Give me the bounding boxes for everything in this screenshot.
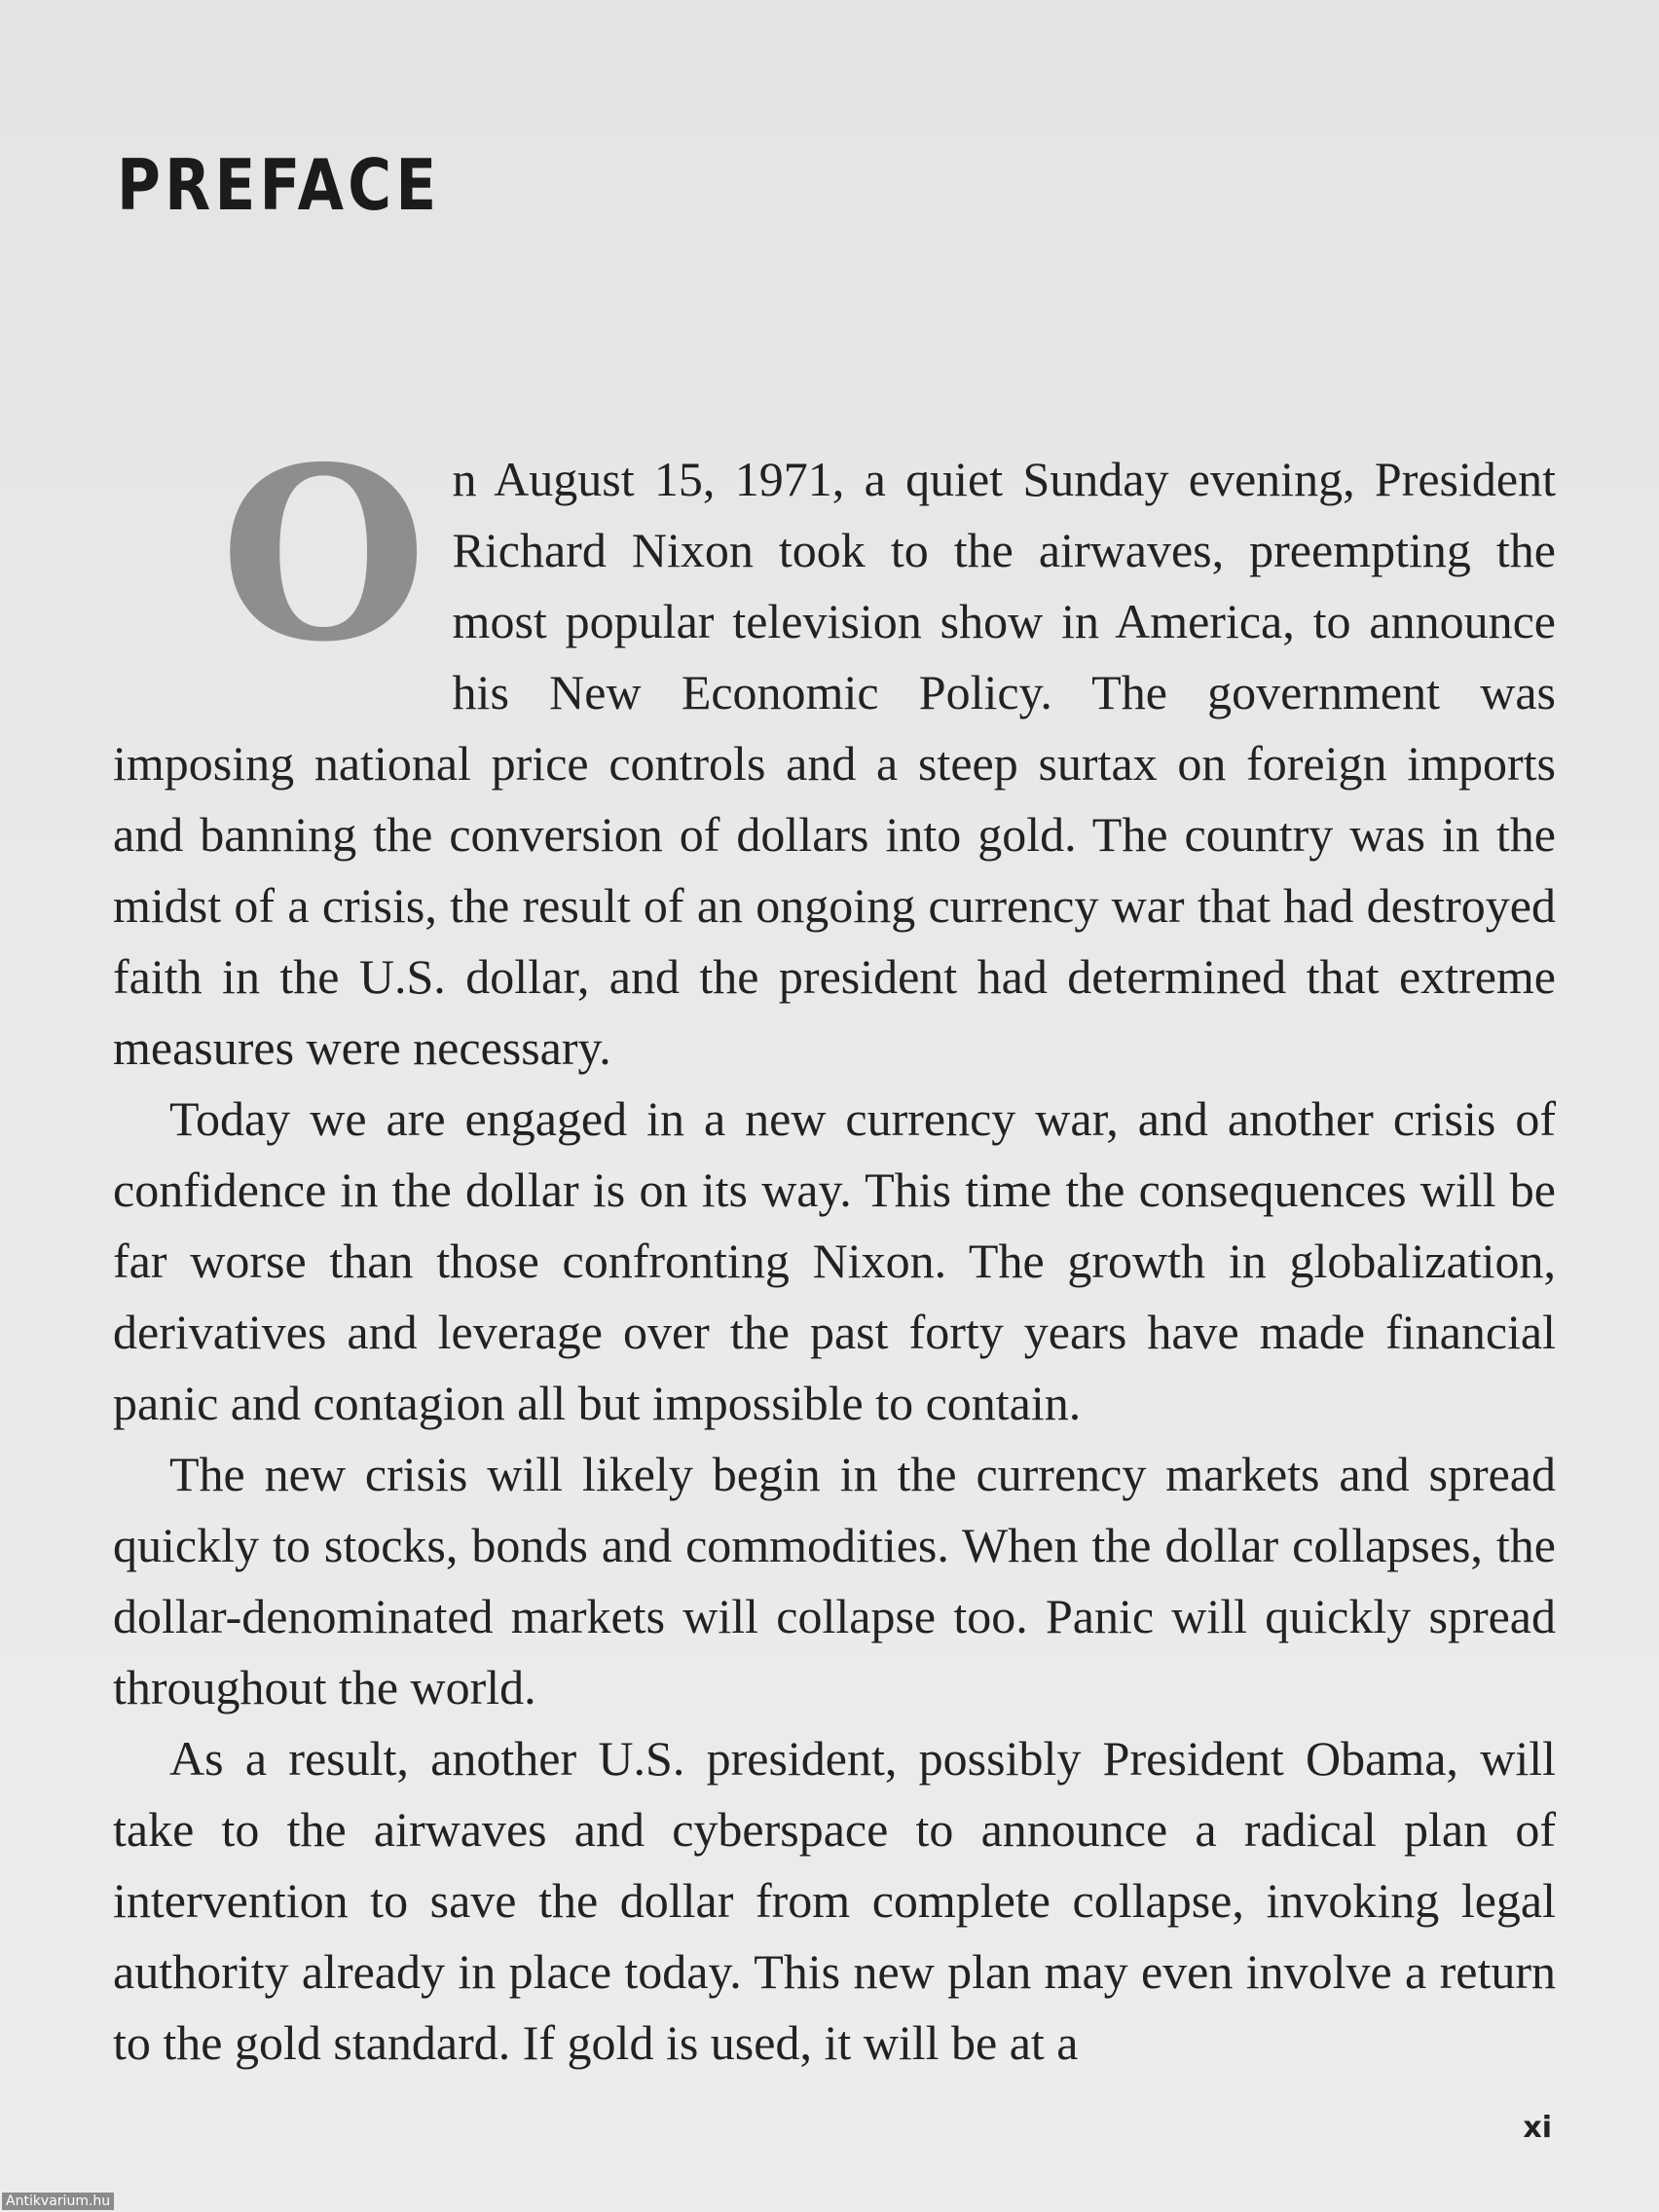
paragraph — [113, 415, 1556, 1084]
paragraph: The new crisis will likely begin in the currency markets and spread quickly to stocks, bonds and commodities. When the dollar collapses, the dollar-denominated markets will collapse too. Panic will quickly spread throughout the world. — [113, 1447, 1556, 1714]
page-number: xi — [1523, 2111, 1552, 2145]
paragraph: As a result, another U.S. president, possibly President Obama, will take to the airwaves and cyberspace to announce a radical plan of intervention to save the dollar from complete collapse, invoking legal authority already in place today. This new plan may even involve a return to the gold standard. If gold is used, it will be at a — [113, 1731, 1556, 2070]
watermark: Antikvarium.hu — [2, 2193, 114, 2210]
body-text — [113, 415, 1556, 2079]
drop-cap: O — [220, 415, 427, 694]
chapter-heading: PREFACE — [117, 144, 441, 226]
paragraph: Today we are engaged in a new currency war, and another crisis of confidence in the dollar is on its way. This time the consequences will be far worse than those confronting Nixon. The growth in globalization, derivatives and leverage over the past forty years have made financial panic and contagion all but impossible to contain. — [113, 1091, 1556, 1430]
paragraph-text: n August 15, 1971, a quiet Sunday evening, President Richard Nixon took to the airwaves, preempting the most popular television show in America, to announce his New Economic Policy. The government was imposing national price controls and a steep surtax on foreign imports and banning the conversion of dollars into gold. The country was in the midst of a crisis, the result of an ongoing currency war that had destroyed faith in the U.S. dollar, and the president had determined that extreme measures were necessary. — [113, 452, 1556, 1075]
